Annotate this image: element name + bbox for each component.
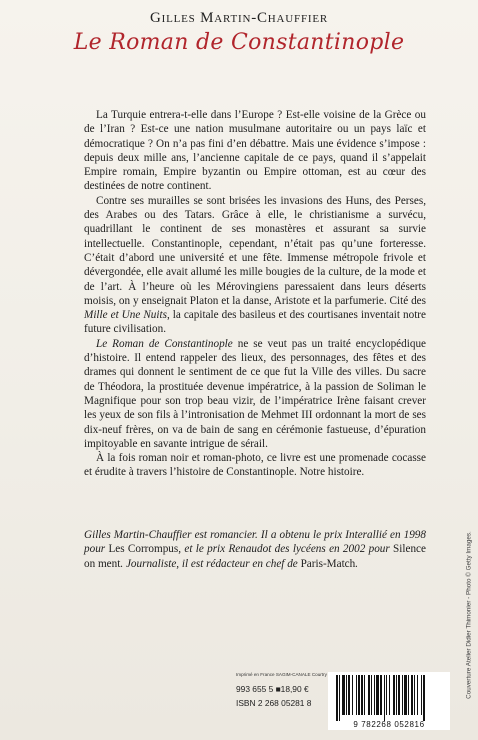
blurb-paragraph-3	[84, 337, 426, 451]
blurb-paragraph-4: À la fois roman noir et roman-photo, ce livre est une promenade cocasse et érudite à travers l’histoire de Constantinople. Notre histoire.	[84, 452, 426, 479]
barcode-bar	[358, 675, 360, 715]
price: 18,90 €	[280, 684, 309, 694]
barcode-bar	[352, 675, 353, 715]
printer-line: Imprimé en France SAGIM-CANALE Courtry	[236, 672, 327, 677]
cover-credit-text: Couverture Atelier Didier Thimonier - Photo © Getty Images.	[465, 531, 473, 699]
bio-part-2: , et le prix Renaudot des lycéens en 2002 pour	[178, 543, 390, 556]
book-title: Le Roman de Constantinople	[73, 30, 405, 55]
barcode-bar	[336, 675, 338, 721]
author-name: Gilles Martin-Chauffier	[150, 10, 328, 26]
barcode-bar	[342, 675, 345, 715]
barcode-bar	[408, 675, 409, 715]
code-price-line	[236, 684, 309, 694]
blurb	[84, 108, 426, 480]
bio-part-3: . Journaliste, il est rédacteur en chef de	[120, 557, 298, 570]
bio-part-1: Gilles Martin-Chauffier est romancier. Il a obtenu le prix Interallié en 1998 pour	[84, 529, 426, 556]
barcode-bar	[421, 675, 422, 715]
barcode-bar	[376, 675, 379, 715]
barcode-bar	[414, 675, 415, 715]
barcode-bar	[386, 675, 387, 715]
blurb-p2-text-b: , la capitale des basileus et des courtisanes inventait notre future civilisation.	[84, 309, 426, 336]
barcode-bar	[364, 675, 365, 715]
isbn: ISBN 2 268 05281 8	[236, 698, 312, 708]
barcode-bar	[361, 675, 363, 715]
barcode-bar	[348, 675, 350, 715]
barcode-bar	[402, 675, 403, 715]
barcode-bar	[368, 675, 370, 715]
bio-part-4: .	[355, 557, 359, 570]
barcode-bar	[371, 675, 372, 715]
product-code: 993 655 5	[236, 684, 274, 694]
blurb-p2-text-a: Contre ses murailles se sont brisées les invasions des Huns, des Perses, des Arabes ou des Tatars. Grâce à elle, le christianisme a survécu, quadrillant le continent de ses monastères et assurant sa survie intellectuelle. Constantinople, cependant, n’était pas qu’une forteresse. C’était d’abord une université et une fête. Immense métropole frivole et dévergondée, elle avait allumé les mille bougies de la culture, de la mode et de l’art. À l’heure où les Mérovingiens paressaient dans leurs déserts moisis, on y enseignait Platon et la danse, Aristote et la parfumerie. Cité des	[84, 194, 426, 307]
author-bio-text	[84, 528, 426, 571]
bio-book-2: Silence on ment	[84, 543, 426, 570]
blurb-paragraph-2	[84, 194, 426, 337]
blurb-paragraph-1: La Turquie entrera-t-elle dans l’Europe ? Est-elle voisine de la Grèce ou de l’Iran ? Est-ce une nation musulmane autoritaire ou un pays laïc et démocratique ? On n’a pas fini d’en débattre. Mais une évidence s’impose : depuis deux mille ans, l’ancienne capitale de ce pays, quand il s’appelait Empire romain, Empire byzantin ou Empire ottoman, est au cœur des destinées de notre continent.	[84, 109, 426, 193]
barcode-bar	[339, 675, 340, 721]
barcode-bars	[334, 675, 446, 721]
barcode-bar	[389, 675, 390, 715]
barcode-bar	[346, 675, 347, 715]
cover-credit	[464, 505, 474, 725]
bio-magazine: Paris-Match	[297, 557, 356, 570]
barcode-bar	[356, 675, 357, 715]
blurb-p2-italic: Mille et Une Nuits	[84, 309, 167, 322]
barcode-bar	[404, 675, 407, 715]
author-bio	[84, 528, 426, 571]
bio-book-1: Les Corrompus	[105, 543, 179, 556]
barcode-bar	[411, 675, 413, 715]
barcode	[328, 672, 450, 730]
barcode-bar	[398, 675, 400, 715]
barcode-number: 9 782268 052816	[353, 720, 425, 729]
barcode-bar	[380, 675, 382, 715]
barcode-bar	[384, 675, 385, 721]
price-marker: ■	[275, 684, 281, 694]
barcode-bar	[423, 675, 425, 721]
barcode-bar	[396, 675, 397, 715]
barcode-bar	[374, 675, 375, 715]
blurb-p3-text: ne se veut pas un traité encyclopédique d’histoire. Il entend rappeler des lieux, des personnages, des fêtes et des drames qui donnent le sentiment de ce que fut la Ville des villes. Du sacre de Théodora, la prostituée devenue impératrice, à la passion de Soliman le Magnifique pour son trop beau vizir, de l’impératrice Irène faisant crever les yeux de son fils à l’intronisation de Mehmet III ordonnant la mort de ses dix-neuf frères, on va de bain de sang en cérémonie fastueuse, d’épuration impitoyable en savante intrigue de sérail.	[84, 337, 426, 450]
barcode-bar	[417, 675, 418, 715]
barcode-bar	[393, 675, 395, 715]
blurb-p3-title: Le Roman de Constantinople	[96, 337, 233, 350]
